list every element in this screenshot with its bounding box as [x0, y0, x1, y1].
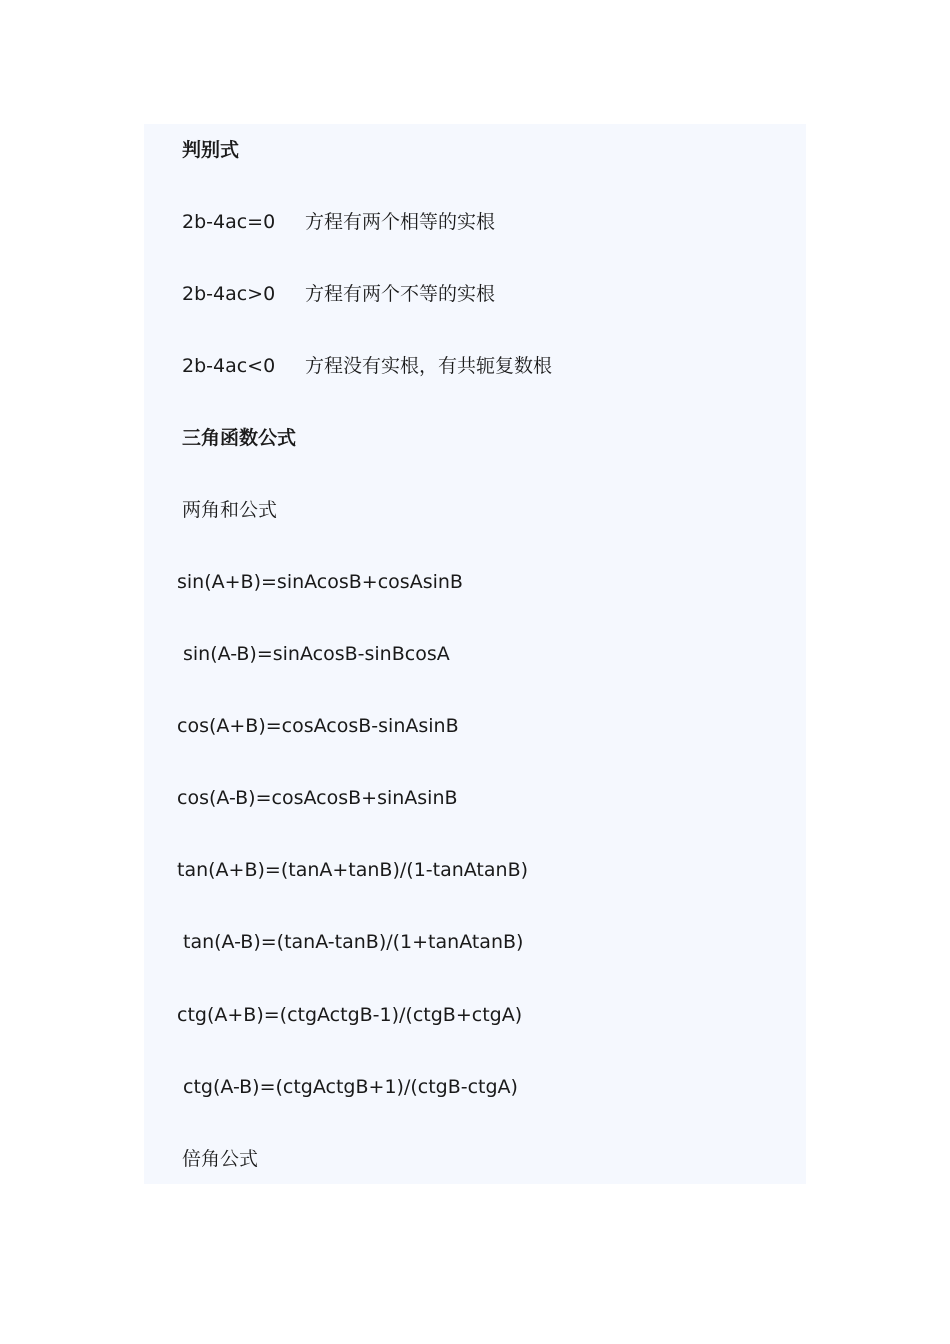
trig-heading: 三角函数公式 — [182, 427, 297, 449]
formula-line: sin(A+B)=sinAcosB+cosAsinB — [177, 571, 463, 593]
discriminant-description: 方程没有实根，有共轭复数根 — [305, 355, 553, 377]
formula-line: tan(A+B)=(tanA+tanB)/(1-tanAtanB) — [177, 859, 529, 881]
discriminant-row — [182, 351, 552, 381]
discriminant-row — [182, 207, 495, 237]
discriminant-row — [182, 279, 495, 309]
sum-formula-subheading: 两角和公式 — [182, 499, 278, 521]
document-panel — [144, 124, 806, 1184]
formula-line: ctg(A+B)=(ctgActgB-1)/(ctgB+ctgA) — [177, 1004, 523, 1026]
formula-line: tan(A-B)=(tanA-tanB)/(1+tanAtanB) — [183, 931, 524, 953]
discriminant-heading: 判别式 — [182, 139, 240, 161]
discriminant-expression: 2b-4ac>0 — [182, 283, 276, 305]
double-angle-subheading: 倍角公式 — [182, 1148, 259, 1170]
formula-line: sin(A-B)=sinAcosB-sinBcosA — [183, 643, 450, 665]
discriminant-expression: 2b-4ac=0 — [182, 211, 276, 233]
discriminant-description: 方程有两个相等的实根 — [305, 211, 496, 233]
discriminant-expression: 2b-4ac<0 — [182, 355, 276, 377]
discriminant-description: 方程有两个不等的实根 — [305, 283, 496, 305]
formula-line: ctg(A-B)=(ctgActgB+1)/(ctgB-ctgA) — [183, 1076, 518, 1098]
formula-line: cos(A-B)=cosAcosB+sinAsinB — [177, 787, 458, 809]
formula-line: cos(A+B)=cosAcosB-sinAsinB — [177, 715, 459, 737]
